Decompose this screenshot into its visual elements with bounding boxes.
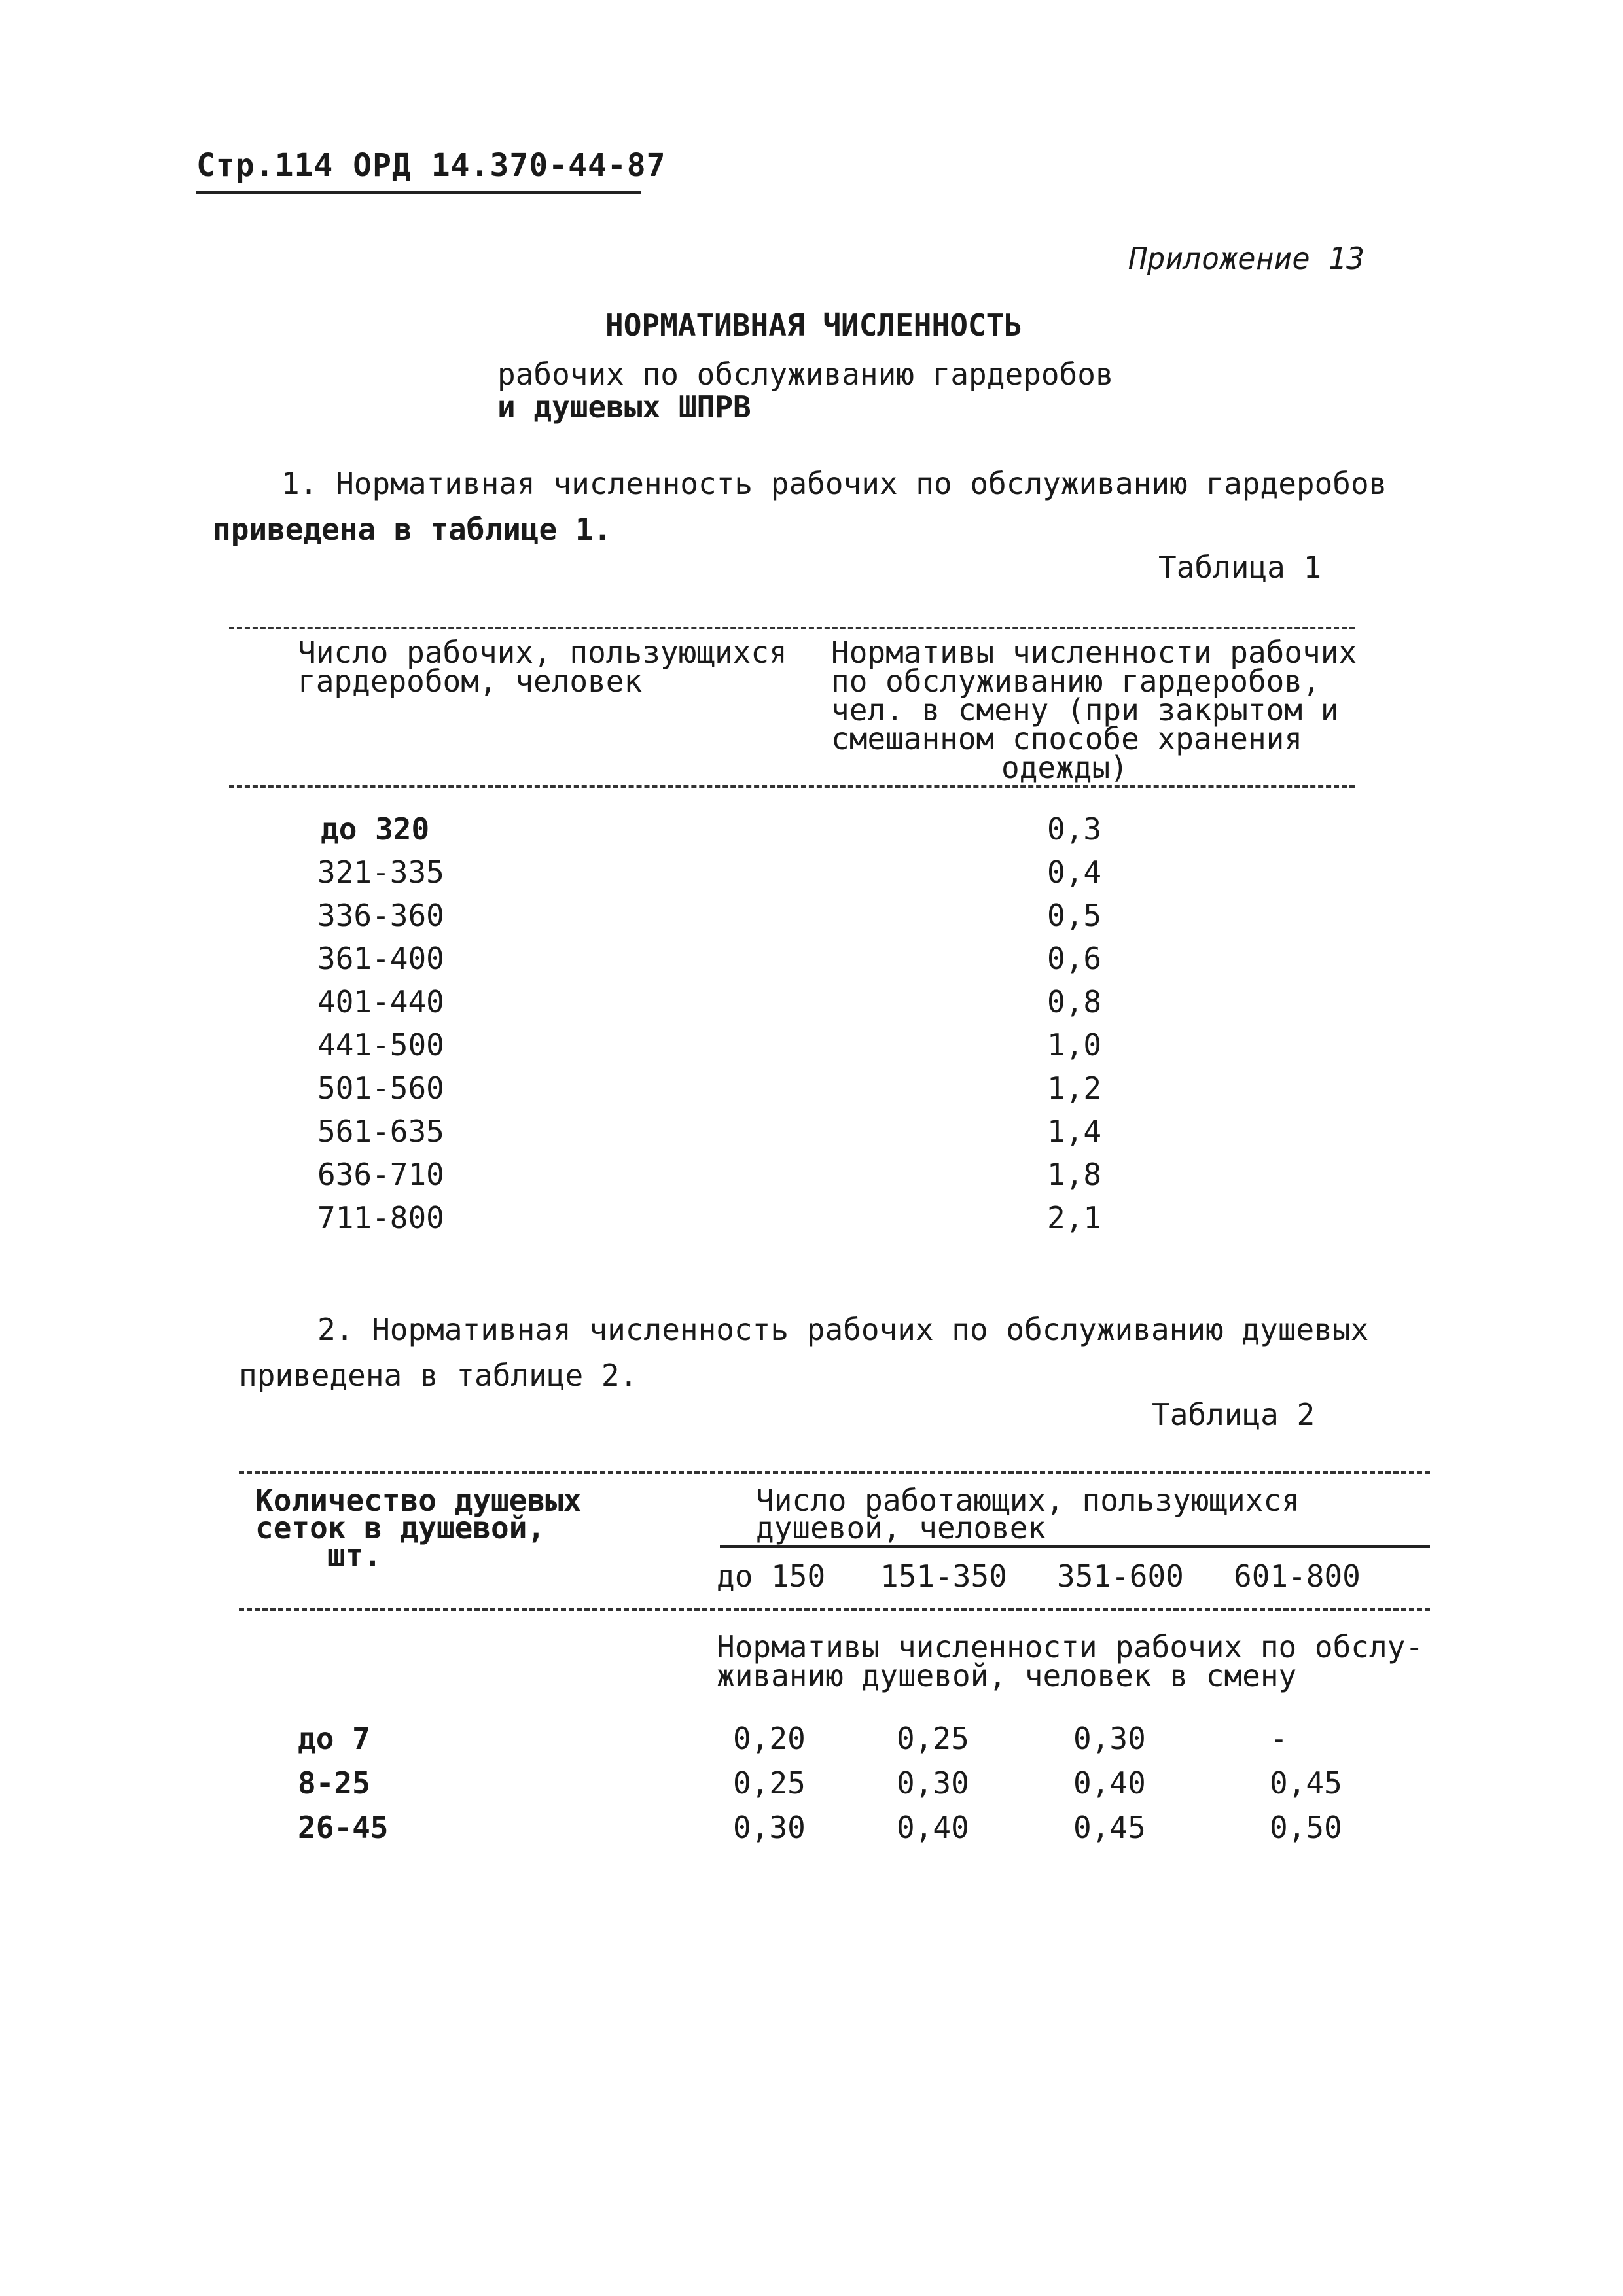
table2-row-2-col-1: 8-25 xyxy=(298,1765,370,1801)
section1-line-2: приведена в таблице 1. xyxy=(213,512,612,547)
table2-group-underline xyxy=(720,1545,1430,1548)
table1-row-2-workers: 321-335 xyxy=(317,855,444,890)
table1-caption: Таблица 1 xyxy=(1158,550,1322,585)
table2-row-2-col-2: 0,25 xyxy=(733,1765,806,1801)
table2-row-3-col-5: 0,50 xyxy=(1270,1810,1342,1845)
table2-row-1-col-3: 0,25 xyxy=(897,1721,969,1756)
table1-row-7-workers: 501-560 xyxy=(317,1070,444,1106)
table1-row-6-norm: 1,0 xyxy=(1047,1027,1102,1063)
table2-subheader-4: 601-800 xyxy=(1234,1559,1361,1594)
table1-row-7-norm: 1,2 xyxy=(1047,1070,1102,1106)
table1-top-rule xyxy=(229,627,1355,629)
table1-row-5-workers: 401-440 xyxy=(317,984,444,1019)
table1-row-5-norm: 0,8 xyxy=(1047,984,1102,1019)
table2-row-1-col-4: 0,30 xyxy=(1073,1721,1146,1756)
header-underline xyxy=(196,191,641,194)
table1-row-6-workers: 441-500 xyxy=(317,1027,444,1063)
title-line-1: НОРМАТИВНАЯ ЧИСЛЕННОСТЬ xyxy=(605,308,1022,343)
appendix-label: Приложение 13 xyxy=(1129,241,1365,276)
table1-row-2-norm: 0,4 xyxy=(1047,855,1102,890)
table1-row-4-workers: 361-400 xyxy=(317,941,444,976)
table2-row-2-col-4: 0,40 xyxy=(1073,1765,1146,1801)
table1-row-9-norm: 1,8 xyxy=(1047,1157,1102,1192)
table2-row-3-col-4: 0,45 xyxy=(1073,1810,1146,1845)
table1-row-1-norm: 0,3 xyxy=(1047,811,1102,847)
table2-header-rule xyxy=(239,1608,1430,1611)
table1-row-8-workers: 561-635 xyxy=(317,1114,444,1149)
table2-row-3-col-3: 0,40 xyxy=(897,1810,969,1845)
table2-subheader-1: до 150 xyxy=(717,1559,826,1594)
section2-line-2: приведена в таблице 2. xyxy=(239,1358,638,1393)
table1-row-10-norm: 2,1 xyxy=(1047,1200,1102,1235)
section2-line-1: 2. Нормативная численность рабочих по обслуживанию душевых xyxy=(317,1312,1369,1347)
table1-header-rule xyxy=(229,785,1355,788)
section1-line-1: 1. Нормативная численность рабочих по обслуживанию гардеробов xyxy=(281,466,1387,501)
table2-row-2-col-3: 0,30 xyxy=(897,1765,969,1801)
table1-row-3-norm: 0,5 xyxy=(1047,898,1102,933)
table2-group-header: Число работающих, пользующихся душевой, человек xyxy=(756,1483,1300,1545)
table1-row-3-workers: 336-360 xyxy=(317,898,444,933)
table2-row-3-col-2: 0,30 xyxy=(733,1810,806,1845)
table1-row-4-norm: 0,6 xyxy=(1047,941,1102,976)
table2-top-rule xyxy=(239,1471,1430,1474)
table2-norm-caption: Нормативы численности рабочих по обслу- живанию душевой, человек в смену xyxy=(717,1629,1424,1693)
table1-row-9-workers: 636-710 xyxy=(317,1157,444,1192)
table2-row-1-col-2: 0,20 xyxy=(733,1721,806,1756)
table1-row-8-norm: 1,4 xyxy=(1047,1114,1102,1149)
table1-row-1-workers: до 320 xyxy=(321,811,430,847)
page-header: Стр.114 ОРД 14.370-44-87 xyxy=(196,147,666,184)
title-line-3: и душевых ШПРВ xyxy=(497,389,751,425)
title-line-2: рабочих по обслуживанию гардеробов xyxy=(497,357,1114,392)
table2-row-1-col-5: - xyxy=(1270,1721,1288,1756)
table2-subheader-2: 151-350 xyxy=(880,1559,1007,1594)
table2-caption: Таблица 2 xyxy=(1152,1397,1315,1432)
table2-row-1-col-1: до 7 xyxy=(298,1721,370,1756)
table2-col1-header: Количество душевых сеток в душевой, шт. xyxy=(255,1483,582,1573)
table2-subheader-3: 351-600 xyxy=(1057,1559,1184,1594)
table1-col1-header: Число рабочих, пользующихся гардеробом, человек xyxy=(298,635,787,699)
table1-col2-header: Нормативы численности рабочих по обслуживанию гардеробов, чел. в смену (при закрытом и смешанном способе хранения одежды) xyxy=(831,635,1357,785)
table1-row-10-workers: 711-800 xyxy=(317,1200,444,1235)
table2-row-2-col-5: 0,45 xyxy=(1270,1765,1342,1801)
table2-row-3-col-1: 26-45 xyxy=(298,1810,389,1845)
